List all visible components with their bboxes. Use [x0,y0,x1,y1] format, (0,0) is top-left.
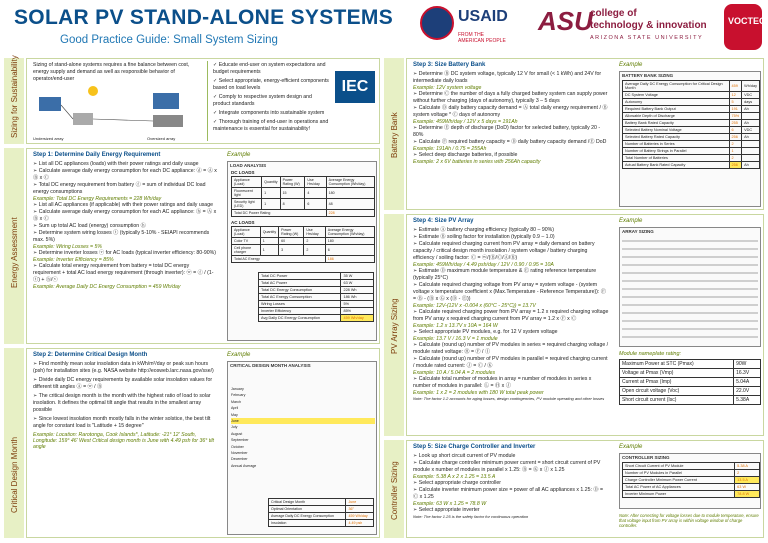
step-bullet: ➢ Determine Ⓑ DC system voltage, typically 12 V for small (< 1 kWh) and 24V for intermediate daily loads [413,71,602,85]
battery-icon [73,113,93,125]
check-item: ✓ Thorough training of end-user in operations and maintenance is essential for sustainability! [213,119,329,133]
voctec-badge-icon [724,4,762,50]
sidebar-label: PV Array Sizing [390,298,399,354]
table-row: Selected Battery Rated Capacity 256 Ah [623,134,760,141]
step-bullet: ➢ Find monthly mean solar insolation data in kWh/m²/day or peak sun hours (psh) for installation sites (e.g. NASA website http://eosweb.larc.nasa.gov/sse/) [33,361,214,375]
step4-panel [406,214,764,436]
table-row: Current at Pmax (Imp) 5.04A [620,378,761,387]
table-row: Inverter Efficiency 85% [259,308,374,315]
table-row: Open circuit voltage (Voc) 22.0V [620,387,761,396]
asu-mark: ASU [538,6,593,36]
load-summary-table [258,272,374,322]
step-bullet: ➢ Calculate charge controller minimum power current = short circuit current of PV module x number of modules in parallel x 1.25: Ⓑ = Ⓚ x Ⓙ x 1.25 [413,460,601,474]
table-row: Maximum Power at STC (Pmax) 90W [620,360,761,369]
step-example: Example: 459Wh/day / 12V x 5 days = 191Ah [413,119,518,126]
table-row: Avg Daily DC Energy Consumption 459 Wh/day [259,315,374,322]
table-row: June [231,418,375,424]
table-title: LOAD ANALYSIS [230,163,267,168]
step-bullet: ➢ Divide daily DC energy requirements by available solar insolation values for different tilt angles Ⓐ = ⓦ / Ⓑ [33,377,213,391]
table-row: Total DC Power 35 W [259,273,374,280]
voctec-logo [722,2,764,52]
ac-load-table: Appliance (Load) Quantity Power Rating (W) Use Hrs/day Average Energy Consumption (Wh/day) Color TV 1 60 2 180 Cell phone charger 1 3 2 6 Total AC Energy 186 [231,226,375,263]
table-row: Short Circuit Current of PV Module 5.38 A [623,463,760,470]
table-row: Total Number of Batteries 2 [623,155,760,162]
step-bullet: ➢ Select appropriate charge controller [413,480,501,487]
poster-title: SOLAR PV STAND-ALONE SYSTEMS [14,6,394,29]
sun-icon [88,86,98,96]
sizing-diagram [33,83,203,141]
asu-university-name: ARIZONA STATE UNIVERSITY [590,35,704,41]
step-example: Example: 12V-(12V x -0.004 x (60°C - 25°C)) = 13.7V [413,303,536,310]
table-row: Total DC Energy Consumption 228 Wh [259,287,374,294]
sidebar-battery-bank [384,58,404,210]
table-row: December [231,457,248,462]
table-row: January [231,387,244,391]
dc-loads-label: DC LOADS [231,170,255,175]
table-row: Optimal Orientation 36° [269,506,374,513]
step-example: Example: 12V system voltage [413,85,482,92]
check-item: ✓ Educate end-user on system expectations and budget requirements [213,62,326,76]
example-label: Example [227,152,251,158]
step5-text [413,453,609,520]
example-label: Example [619,444,643,450]
house-icon [153,115,183,127]
step3-panel [406,58,764,210]
table-row: November [231,451,248,456]
step-example: Example: Inverter Efficiency = 85% [33,257,114,264]
table-row: Insolation 4.49 psh [269,520,374,527]
step-bullet: ➢ Calculate total energy requirement from battery = total DC energy requirement + total AC load energy requirement (through inverter): ⓦ = ⓕ / (1-ⓣ) + ⓗ/ⓥ [33,263,214,284]
step-bullet: ➢ Calculate total number of modules in array = number of modules in series x number of modules in parallel: Ⓛ = Ⓗ x Ⓙ [413,376,592,390]
step-bullet: ➢ Total DC energy requirement from battery ⓕ = sum of individual DC load energy consumptions [33,182,206,196]
table-row: Number of PV Modules in Parallel 2 [623,470,760,477]
ac-loads-label: AC LOADS [231,220,255,225]
step-bullet: ➢ List all DC appliances (loads) with their power ratings and daily usage [33,161,199,167]
step-example: Example: Location: Rarotonga, Cook Islands*, Latitude: -21° 12' South, Longitude: 159° 46' West Critical design month is June with 4.49 psh for 36° tilt angle [33,432,214,451]
table-row: Number of Batteries in Series 2 [623,141,760,148]
step-bullet: ➢ Calculate inverter minimum power size = power of all AC appliances x 1.25: Ⓓ = Ⓒ x 1.25 [413,487,604,501]
usaid-seal-icon [420,6,454,40]
undersized-label: Undersized array [33,136,64,141]
step-bullet: ➢ Select deep discharge batteries, if possible [413,152,518,159]
table-row: Total AC Power 63 W [259,280,374,287]
step-note: Note: The factor 1.2 accounts for aging losses, design contingencies, PV module operating and other losses [413,396,605,402]
intro-panel [26,58,380,144]
step-bullet: ➢ Calculate average daily energy consumption for each DC appliance: ⓓ = Ⓐ x Ⓑ x Ⓒ [33,168,217,182]
table-row: March [231,399,241,404]
step2-text [33,361,217,450]
table-row: April [231,406,239,411]
intro-checklist [213,62,329,133]
poster-subtitle: Good Practice Guide: Small System Sizing [60,34,278,46]
step-bullet: ➢ Determine system wiring losses ⓣ (typically 5-10% - SEIAPI recommends max. 5%) [33,230,210,244]
table-title: CONTROLLER SIZING [622,455,670,460]
table-title: ARRAY SIZING [622,229,654,234]
step-bullet: ➢ Determine Ⓔ depth of discharge (DoD) factor for selected battery, typically 20 - 80% [413,125,601,139]
step-bullet: ➢ Determine inverter losses ⓥ for AC loads (typical inverter efficiency: 80-90%) [33,250,217,257]
sidebar-label: Sizing for Sustainability [10,55,19,138]
step-bullet: ➢ Since lowest insolation month mostly falls in the winter solstice, the best tilt angle for constant load is "Latitude + 15 degree" [33,416,211,430]
table-row: February [231,393,246,398]
step3-title: Step 3: Size Battery Bank [413,62,486,68]
intro-text: Sizing of stand-alone systems requires a fine balance between cost, energy supply and demand as well as responsible behavior of operator/end-user [33,62,190,83]
step-example: Example: 2 x 6V batteries in series with 256Ah capacity [413,159,541,166]
solar-panel-icon [153,93,179,109]
step5-panel [406,440,764,538]
step-example: Example: 1 x 2 = 2 modules with 180 W total peak power [413,390,544,397]
step-example: Example: 10 A / 5.04 A = 2 modules [413,370,496,377]
step-example: Example: Wiring Losses = 5% [33,244,103,251]
step1-text [33,161,217,290]
table-row: Color TV 1 60 2 180 [232,238,375,245]
table-row: Voltage at Pmax (Vmp) 16.3V [620,369,761,378]
step-bullet: ➢ Estimate Ⓑ soiling factor for installation (typically 0.9 – 1.0) [413,234,555,241]
step-bullet: ➢ Calculate required charging current from PV array = daily demand on battery capacity / critical design month insolation / system voltage / battery charging efficiency / soiling factor: Ⓒ = ⓦ/(Ⓑ/Ⓒ/Ⓐ/Ⓑ) [413,241,595,262]
table-row: Security light (LED) 1 8 6 48 [232,199,375,210]
table-row: DC System Voltage 12 VDC [623,92,760,99]
step-bullet: ➢ Calculate average daily energy consumption for each AC appliance: ⓗ = Ⓐ x Ⓑ x Ⓒ [33,209,217,223]
dc-load-table: Appliance (Load) Quantity Power Rating (W) Use Hrs/day Average Energy Consumption (Wh/day) Fluorescent light 1 15 4 180 Security light (LED) 1 8 6 48 Total DC Power Rating 228 [231,176,375,217]
table-row: Annual Average [231,463,257,468]
controller-rows [622,462,760,498]
step3-text [413,71,609,165]
voctec-wordmark: VOCTEC [728,16,766,26]
critical-month-table [227,361,377,535]
table-title: BATTERY BANK SIZING [622,73,674,78]
step-example: Example: 191Ah / 0.75 = 255Ah [413,146,487,153]
iec-logo: IEC [335,71,375,103]
table-row: Total AC Energy Consumption 186 Wh [259,294,374,301]
month-list [231,386,375,469]
oversized-label: Oversized array [147,136,176,141]
battery-sizing-table [619,71,761,207]
example-label: Example [619,218,643,224]
step-example: Example: 13.7 V / 16.3 V = 1 module [413,336,498,343]
example-label: Example [619,62,643,68]
array-sizing-table [619,227,761,347]
table-row: August [231,431,243,436]
step-bullet: ➢ Determine Ⓒ the number of days a fully charged battery system can supply power without further charging (days of autonomy), typically 3 – 5 days [413,91,608,105]
table-row: Allowable Depth of Discharge 75% [623,113,760,120]
step2-panel [26,348,380,538]
step-bullet: ➢ Estimate Ⓓ maximum module temperature & Ⓔ rating reference temperature (typically 25°C) [413,268,597,282]
step-bullet: ➢ Calculate Ⓓ daily battery capacity demand = Ⓐ total daily energy requirement / Ⓑ system voltage * Ⓒ days of autonomy [413,105,608,119]
step-bullet: ➢ Calculate Ⓕ required battery capacity = Ⓓ daily battery capacity demand /Ⓔ DoD [413,139,607,146]
sidebar-energy-assessment [4,148,24,344]
sidebar-label: Controller Sizing [390,461,399,520]
table-row: Battery Bank Rated Capacity 255 Ah [623,120,760,127]
sidebar-pv-array [384,214,404,436]
table-row: Number of Battery Strings in Parallel 1 [623,148,760,155]
check-item: ✓ Comply to respective system design and product standards [213,94,312,108]
table-row: Total AC Energy 186 [232,256,375,263]
sidebar-label: Energy Assessment [10,217,19,288]
table-row: Cell phone charger 1 3 2 6 [232,245,375,256]
table-row: Autonomy 5 days [623,99,760,106]
step-bullet: ➢ Calculate (round up) number of PV modules in series = required charging voltage / module rated voltage: Ⓗ = Ⓕ / Ⓘ [413,342,609,356]
table-row: July [231,425,238,430]
table-row: Wiring Losses 5% [259,301,374,308]
step5-title: Step 5: Size Charge Controller and Inverter [413,444,536,450]
step-bullet: ➢ Calculate (round up) number of PV modules in parallel = required charging current / module rated current: Ⓙ = Ⓒ / Ⓚ [413,356,608,370]
step-note: Note: The factor 1.25 is the safety factor for continuous operation [413,514,529,520]
table-row: Total AC Power of AC Appliances 63 W [623,484,760,491]
table-row: Charge Controller Minimum Power Current 13.5 A [623,477,760,484]
table-row: October [231,444,244,449]
table-row: Selected Battery Nominal Voltage 6 VDC [623,127,760,134]
check-item: ✓ Integrate components into sustainable system [213,110,325,117]
step-example: Example: 459Wh/day / 4.49 psh/day / 12V / 0.90 / 0.95 = 10A [413,262,554,269]
step-bullet: ➢ Look up short circuit current of PV module [413,453,516,459]
asu-college-line2: technology & innovation [590,20,707,31]
step-example: Example: 5.38 A x 2 x 1.25 = 13.5 A [413,474,496,481]
usaid-logo [418,2,510,52]
load-analysis-table [227,161,377,341]
step-example: Example: Total DC Energy Requirements = 228 Wh/day [33,196,162,203]
table-title: CRITICAL DESIGN MONTH ANALYSIS [230,363,311,368]
step-bullet: ➢ Estimate Ⓐ battery charging efficiency (typically 80 – 90%) [413,227,554,233]
step-example: Example: 63 W x 1.25 = 78.8 W [413,501,487,508]
sidebar-label: Battery Bank [390,112,399,158]
sidebar-critical-design-month [4,348,24,538]
sidebar-label: Critical Design Month [10,436,19,513]
step1-panel [26,148,380,344]
table-row: Average Daily DC Energy Consumption for Critical Design Month 459 Wh/day [623,81,760,92]
table-row: Total DC Power Rating 228 [232,210,375,217]
example-label: Example [227,352,251,358]
table-row: September [231,438,249,443]
step2-title: Step 2: Determine Critical Design Month [33,352,148,358]
step-bullet: ➢ Select appropriate inverter [413,507,480,514]
check-item: ✓ Select appropriate, energy-efficient components based on load levels [213,78,329,92]
step-bullet: ➢ Sum up total AC load (energy) consumption ⓗ [33,223,146,230]
battery-rows [622,80,760,169]
table-row: Average Daily DC Energy Consumption 459 Wh/day [269,513,374,520]
step-bullet: ➢ List all AC appliances (if applicable) with their power ratings and daily usage [33,202,213,209]
table-row: Short circuit current (Isc) 5.38A [620,396,761,405]
controller-note: Note: After correcting for voltage losses due to module temperature, ensure that voltage input from PV array is within voltage window of charge controller. [619,513,759,528]
asu-college-line1: college of [590,8,637,19]
critical-month-footer [268,498,374,527]
table-row: Required Battery Bank Output 191 Ah [623,106,760,113]
module-rating-table [619,359,761,405]
step-bullet: ➢ Calculate required charging voltage from PV array = system voltage - (system voltage x temperature coefficient x (Max.Temperature - Reference Temperature)): Ⓕ = Ⓑ - (Ⓑ x Ⓖ x (Ⓓ - Ⓔ)) [413,282,606,303]
usaid-tagline: FROM THE AMERICAN PEOPLE [458,32,506,44]
controller-sizing-table [619,453,761,509]
table-row: Critical Design Month June [269,499,374,506]
step-example: Example: Average Daily DC Energy Consumption = 459 Wh/day [33,284,181,291]
sidebar-sizing-sustainability [4,55,24,144]
step-bullet: ➢ Calculate required charging power from PV array = 1.2 x required charging voltage from PV array x required charging current from PV array = 1.2 x Ⓕ x Ⓒ [413,309,609,323]
module-rating-title: Module nameplate rating: [619,351,682,357]
step-bullet: ➢ The critical design month is the month with the highest ratio of load to solar insolation. It defines the optimal tilt angle that results in the smallest array possible [33,393,211,414]
asu-logo [538,6,716,48]
step1-title: Step 1: Determine Daily Energy Requirement [33,152,161,158]
solar-panel-icon [39,97,61,111]
table-row: May [231,412,238,417]
sidebar-controller [384,440,404,538]
step4-title: Step 4: Size PV Array [413,218,474,224]
step-example: Example: 1.2 x 13.7V x 10A = 164 W [413,323,498,330]
table-row: Inverter Minimum Power 78.8 W [623,491,760,498]
usaid-wordmark: USAID [458,8,508,25]
step4-text [413,227,609,402]
table-row: Actual Battery Bank Rated Capacity 256 Ah [623,162,760,169]
table-row: Fluorescent light 1 15 4 180 [232,188,375,199]
step-bullet: ➢ Select appropriate PV modules, e.g. for 12 V system voltage [413,329,558,336]
